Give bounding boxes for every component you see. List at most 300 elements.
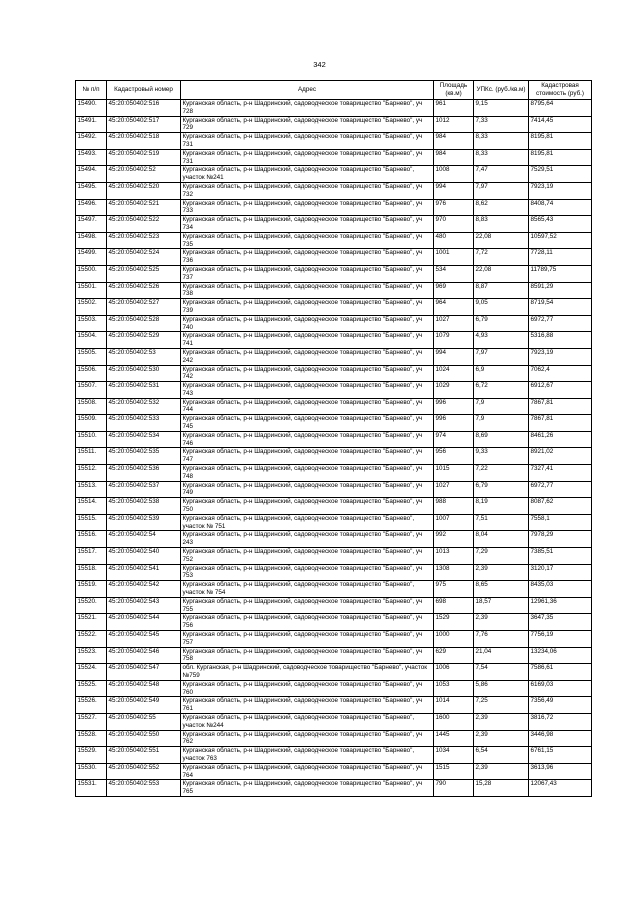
- cell-upks: 22,08: [474, 232, 529, 249]
- cell-num: 15503.: [76, 315, 107, 332]
- table-row: [76, 697, 592, 714]
- cell-area: 1445: [434, 730, 474, 747]
- cell-num: 15495.: [76, 182, 107, 199]
- table-row: [76, 647, 592, 664]
- cell-upks: 7,9: [474, 398, 529, 415]
- table-row: [76, 149, 592, 166]
- cell-cadastral: 45:20:050402:543: [107, 597, 181, 614]
- cell-cadastral: 45:20:050402:525: [107, 265, 181, 282]
- table-row: [76, 713, 592, 730]
- cell-num: 15497.: [76, 216, 107, 233]
- table-row: [76, 763, 592, 780]
- table-row: [76, 415, 592, 432]
- cell-upks: 6,79: [474, 315, 529, 332]
- table-row: [76, 116, 592, 133]
- cell-upks: 2,39: [474, 713, 529, 730]
- cell-num: 15492.: [76, 133, 107, 150]
- cell-address: Курганская область, р-н Шадринский, садоводческое товарищество "Барнево", уч 737: [181, 265, 434, 282]
- cell-num: 15515.: [76, 514, 107, 531]
- cell-upks: 6,9: [474, 365, 529, 382]
- cell-address: Курганская область, р-н Шадринский, садоводческое товарищество "Барнево", уч 736: [181, 249, 434, 266]
- cell-cadastral: 45:20:050402:526: [107, 282, 181, 299]
- cell-upks: 7,47: [474, 166, 529, 183]
- table-row: [76, 531, 592, 548]
- cell-cost: 8591,29: [529, 282, 592, 299]
- cell-address: Курганская область, р-н Шадринский, садоводческое товарищество "Барнево", уч 764: [181, 763, 434, 780]
- cell-cadastral: 45:20:050402:519: [107, 149, 181, 166]
- cell-area: 1006: [434, 664, 474, 681]
- cell-cost: 8921,02: [529, 448, 592, 465]
- header-cost: Кадастровая стоимость (руб.): [529, 81, 592, 100]
- cell-area: 1308: [434, 564, 474, 581]
- cell-cadastral: 45:20:050402:530: [107, 365, 181, 382]
- cell-area: 994: [434, 348, 474, 365]
- cell-upks: 8,33: [474, 133, 529, 150]
- cell-upks: 15,28: [474, 780, 529, 797]
- header-address: Адрес: [181, 81, 434, 100]
- cell-cost: 7385,51: [529, 548, 592, 565]
- table-header: [76, 81, 592, 100]
- cell-upks: 6,54: [474, 747, 529, 764]
- cell-area: 969: [434, 282, 474, 299]
- cell-cost: 10597,52: [529, 232, 592, 249]
- cell-address: Курганская область, р-н Шадринский, садоводческое товарищество "Барнево", уч 747: [181, 448, 434, 465]
- cell-upks: 2,39: [474, 763, 529, 780]
- cell-address: Курганская область, р-н Шадринский, садоводческое товарищество "Барнево", уч 738: [181, 282, 434, 299]
- cell-cadastral: 45:20:050402:527: [107, 299, 181, 316]
- table-row: [76, 166, 592, 183]
- cell-num: 15498.: [76, 232, 107, 249]
- cell-cost: 8195,81: [529, 133, 592, 150]
- cell-upks: 7,51: [474, 514, 529, 531]
- cell-cost: 3647,35: [529, 614, 592, 631]
- cell-cadastral: 45:20:050402:542: [107, 581, 181, 598]
- cell-upks: 5,86: [474, 680, 529, 697]
- cell-num: 15490.: [76, 100, 107, 117]
- cell-cadastral: 45:20:050402:549: [107, 697, 181, 714]
- cell-upks: 2,39: [474, 564, 529, 581]
- cell-cadastral: 45:20:050402:540: [107, 548, 181, 565]
- table-row: [76, 780, 592, 797]
- cell-cadastral: 45:20:050402:528: [107, 315, 181, 332]
- cell-cost: 12067,43: [529, 780, 592, 797]
- cell-area: 698: [434, 597, 474, 614]
- cell-address: Курганская область, р-н Шадринский, садоводческое товарищество "Барнево", уч 731: [181, 133, 434, 150]
- cell-area: 1014: [434, 697, 474, 714]
- cell-address: Курганская область, р-н Шадринский, садоводческое товарищество "Барнево", уч 734: [181, 216, 434, 233]
- cell-cost: 7923,19: [529, 348, 592, 365]
- cell-area: 964: [434, 299, 474, 316]
- cell-area: 975: [434, 581, 474, 598]
- page-number: 342: [313, 60, 326, 69]
- cell-address: Курганская область, р-н Шадринский, садоводческое товарищество "Барнево", уч 753: [181, 564, 434, 581]
- table-row: [76, 216, 592, 233]
- cell-address: Курганская область, р-н Шадринский, садоводческое товарищество "Барнево", уч 743: [181, 382, 434, 399]
- cell-address: Курганская область, р-н Шадринский, садоводческое товарищество "Барнево", уч 758: [181, 647, 434, 664]
- cell-cadastral: 45:20:050402:538: [107, 498, 181, 515]
- table-row: [76, 315, 592, 332]
- cell-area: 1015: [434, 465, 474, 482]
- cell-area: 988: [434, 498, 474, 515]
- cell-upks: 2,39: [474, 614, 529, 631]
- cell-cost: 7327,41: [529, 465, 592, 482]
- cell-upks: 6,79: [474, 481, 529, 498]
- cell-cadastral: 45:20:050402:550: [107, 730, 181, 747]
- table-body: [76, 100, 592, 797]
- cell-area: 790: [434, 780, 474, 797]
- cell-cost: 7529,51: [529, 166, 592, 183]
- cell-address: обл. Курганская, р-н Шадринский, садоводческое товарищество "Барнево", участок №759: [181, 664, 434, 681]
- cell-area: 996: [434, 398, 474, 415]
- cell-cadastral: 45:20:050402:553: [107, 780, 181, 797]
- cell-num: 15525.: [76, 680, 107, 697]
- cell-upks: 7,33: [474, 116, 529, 133]
- cell-address: Курганская область, р-н Шадринский, садоводческое товарищество "Барнево", уч 749: [181, 481, 434, 498]
- header-area: Площадь (кв.м): [434, 81, 474, 100]
- cell-cost: 6912,67: [529, 382, 592, 399]
- table-row: [76, 680, 592, 697]
- header-num: № п/п: [76, 81, 107, 100]
- header-row: [76, 81, 592, 100]
- cell-num: 15517.: [76, 548, 107, 565]
- cell-upks: 8,69: [474, 431, 529, 448]
- cell-cost: 3816,72: [529, 713, 592, 730]
- cell-area: 970: [434, 216, 474, 233]
- table-row: [76, 348, 592, 365]
- cell-num: 15521.: [76, 614, 107, 631]
- cell-upks: 8,62: [474, 199, 529, 216]
- cell-upks: 2,39: [474, 730, 529, 747]
- cell-address: Курганская область, р-н Шадринский, садоводческое товарищество "Барнево", уч 733: [181, 199, 434, 216]
- table-row: [76, 597, 592, 614]
- table-row: [76, 265, 592, 282]
- cell-address: Курганская область, р-н Шадринский, садоводческое товарищество "Барнево", уч 745: [181, 415, 434, 432]
- cell-address: Курганская область, р-н Шадринский, садоводческое товарищество "Барнево", уч 732: [181, 182, 434, 199]
- table-row: [76, 382, 592, 399]
- cell-cost: 8461,26: [529, 431, 592, 448]
- cell-cadastral: 45:20:050402:532: [107, 398, 181, 415]
- cell-address: Курганская область, р-н Шадринский, садоводческое товарищество "Барнево", уч 744: [181, 398, 434, 415]
- table-row: [76, 249, 592, 266]
- cell-area: 1053: [434, 680, 474, 697]
- cell-cost: 7586,61: [529, 664, 592, 681]
- cell-num: 15505.: [76, 348, 107, 365]
- cell-num: 15513.: [76, 481, 107, 498]
- cell-num: 15494.: [76, 166, 107, 183]
- cell-upks: 9,33: [474, 448, 529, 465]
- cell-address: Курганская область, р-н Шадринский, садоводческое товарищество "Барнево", уч 729: [181, 116, 434, 133]
- cell-num: 15516.: [76, 531, 107, 548]
- cell-address: Курганская область, р-н Шадринский, садоводческое товарищество "Барнево", уч 748: [181, 465, 434, 482]
- cell-cadastral: 45:20:050402:552: [107, 763, 181, 780]
- cell-address: Курганская область, р-н Шадринский, садоводческое товарищество "Барнево", уч 760: [181, 680, 434, 697]
- cell-address: Курганская область, р-н Шадринский, садоводческое товарищество "Барнево", уч 740: [181, 315, 434, 332]
- cell-cost: 7923,19: [529, 182, 592, 199]
- cell-address: Курганская область, р-н Шадринский, садоводческое товарищество "Барнево", участок № 754: [181, 581, 434, 598]
- cell-area: 480: [434, 232, 474, 249]
- cell-area: 956: [434, 448, 474, 465]
- cell-num: 15518.: [76, 564, 107, 581]
- cell-cadastral: 45:20:050402:529: [107, 332, 181, 349]
- cell-area: 984: [434, 149, 474, 166]
- cell-area: 1024: [434, 365, 474, 382]
- cell-cadastral: 45:20:050402:548: [107, 680, 181, 697]
- cell-cadastral: 45:20:050402:516: [107, 100, 181, 117]
- cell-num: 15527.: [76, 713, 107, 730]
- header-cadastral: Кадастровый номер: [107, 81, 181, 100]
- cell-upks: 7,25: [474, 697, 529, 714]
- cell-cost: 7867,81: [529, 398, 592, 415]
- cell-num: 15508.: [76, 398, 107, 415]
- table-row: [76, 548, 592, 565]
- cell-upks: 8,65: [474, 581, 529, 598]
- cell-cost: 11789,75: [529, 265, 592, 282]
- cell-address: Курганская область, р-н Шадринский, садоводческое товарищество "Барнево", уч 728: [181, 100, 434, 117]
- cell-address: Курганская область, р-н Шадринский, садоводческое товарищество "Барнево", уч 739: [181, 299, 434, 316]
- cell-num: 15531.: [76, 780, 107, 797]
- cell-cost: 7728,11: [529, 249, 592, 266]
- cell-num: 15530.: [76, 763, 107, 780]
- cell-area: 1001: [434, 249, 474, 266]
- table-row: [76, 564, 592, 581]
- cell-cost: 6972,77: [529, 315, 592, 332]
- cell-cadastral: 45:20:050402:55: [107, 713, 181, 730]
- cell-num: 15514.: [76, 498, 107, 515]
- cell-cadastral: 45:20:050402:518: [107, 133, 181, 150]
- cell-area: 1007: [434, 514, 474, 531]
- cell-upks: 6,72: [474, 382, 529, 399]
- cell-area: 1000: [434, 631, 474, 648]
- cell-cadastral: 45:20:050402:521: [107, 199, 181, 216]
- table-row: [76, 100, 592, 117]
- table-row: [76, 199, 592, 216]
- cell-address: Курганская область, р-н Шадринский, садоводческое товарищество "Барнево", уч 765: [181, 780, 434, 797]
- cell-address: Курганская область, р-н Шадринский, садоводческое товарищество "Барнево", уч 761: [181, 697, 434, 714]
- table-row: [76, 232, 592, 249]
- cell-num: 15500.: [76, 265, 107, 282]
- cell-cadastral: 45:20:050402:536: [107, 465, 181, 482]
- cell-upks: 21,04: [474, 647, 529, 664]
- cell-cadastral: 45:20:050402:537: [107, 481, 181, 498]
- cell-cost: 6761,15: [529, 747, 592, 764]
- table-row: [76, 365, 592, 382]
- table-row: [76, 664, 592, 681]
- cell-num: 15512.: [76, 465, 107, 482]
- cell-cadastral: 45:20:050402:54: [107, 531, 181, 548]
- cell-area: 992: [434, 531, 474, 548]
- cell-cost: 7756,19: [529, 631, 592, 648]
- cell-cost: 3446,98: [529, 730, 592, 747]
- cell-upks: 7,9: [474, 415, 529, 432]
- cell-num: 15491.: [76, 116, 107, 133]
- table-row: [76, 448, 592, 465]
- cell-address: Курганская область, р-н Шадринский, садоводческое товарищество "Барнево", уч 731: [181, 149, 434, 166]
- cell-cadastral: 45:20:050402:531: [107, 382, 181, 399]
- cell-area: 1008: [434, 166, 474, 183]
- cell-cadastral: 45:20:050402:533: [107, 415, 181, 432]
- cell-area: 1600: [434, 713, 474, 730]
- cell-cadastral: 45:20:050402:523: [107, 232, 181, 249]
- cell-cost: 7867,81: [529, 415, 592, 432]
- table-row: [76, 730, 592, 747]
- cell-cadastral: 45:20:050402:520: [107, 182, 181, 199]
- cell-cadastral: 45:20:050402:551: [107, 747, 181, 764]
- cell-cost: 5316,88: [529, 332, 592, 349]
- cell-cost: 8435,03: [529, 581, 592, 598]
- table-row: [76, 747, 592, 764]
- cell-area: 1027: [434, 315, 474, 332]
- cell-cadastral: 45:20:050402:546: [107, 647, 181, 664]
- cell-address: Курганская область, р-н Шадринский, садоводческое товарищество "Барнево", участок №244: [181, 713, 434, 730]
- table-row: [76, 398, 592, 415]
- table-row: [76, 581, 592, 598]
- cell-upks: 4,93: [474, 332, 529, 349]
- cell-num: 15519.: [76, 581, 107, 598]
- cell-cost: 8795,64: [529, 100, 592, 117]
- cell-upks: 7,97: [474, 348, 529, 365]
- cell-address: Курганская область, р-н Шадринский, садоводческое товарищество "Барнево", уч 757: [181, 631, 434, 648]
- cell-cadastral: 45:20:050402:52: [107, 166, 181, 183]
- cell-area: 976: [434, 199, 474, 216]
- header-upks: УПКс. (руб./кв.м): [474, 81, 529, 100]
- cell-cost: 6169,03: [529, 680, 592, 697]
- cell-cadastral: 45:20:050402:541: [107, 564, 181, 581]
- cell-num: 15528.: [76, 730, 107, 747]
- cell-num: 15507.: [76, 382, 107, 399]
- table-row: [76, 282, 592, 299]
- cell-area: 1529: [434, 614, 474, 631]
- cell-upks: 22,08: [474, 265, 529, 282]
- table-row: [76, 465, 592, 482]
- cell-address: Курганская область, р-н Шадринский, садоводческое товарищество "Барнево", уч 243: [181, 531, 434, 548]
- table-row: [76, 631, 592, 648]
- cell-address: Курганская область, р-н Шадринский, садоводческое товарищество "Барнево", участок №241: [181, 166, 434, 183]
- cell-address: Курганская область, р-н Шадринский, садоводческое товарищество "Барнево", уч 746: [181, 431, 434, 448]
- cell-num: 15493.: [76, 149, 107, 166]
- cell-cadastral: 45:20:050402:544: [107, 614, 181, 631]
- cell-cadastral: 45:20:050402:534: [107, 431, 181, 448]
- cell-area: 1029: [434, 382, 474, 399]
- cell-area: 534: [434, 265, 474, 282]
- cell-upks: 7,22: [474, 465, 529, 482]
- cell-address: Курганская область, р-н Шадринский, садоводческое товарищество "Барнево", уч 752: [181, 548, 434, 565]
- cell-num: 15523.: [76, 647, 107, 664]
- table-row: [76, 332, 592, 349]
- cell-cost: 12961,36: [529, 597, 592, 614]
- cell-area: 1013: [434, 548, 474, 565]
- cell-upks: 18,57: [474, 597, 529, 614]
- cell-num: 15522.: [76, 631, 107, 648]
- cell-num: 15524.: [76, 664, 107, 681]
- cell-cadastral: 45:20:050402:535: [107, 448, 181, 465]
- cell-area: 1012: [434, 116, 474, 133]
- cell-num: 15520.: [76, 597, 107, 614]
- cell-cadastral: 45:20:050402:545: [107, 631, 181, 648]
- cell-address: Курганская область, р-н Шадринский, садоводческое товарищество "Барнево", участок № 751: [181, 514, 434, 531]
- table-row: [76, 498, 592, 515]
- cell-num: 15506.: [76, 365, 107, 382]
- cell-cost: 7414,45: [529, 116, 592, 133]
- cell-cadastral: 45:20:050402:524: [107, 249, 181, 266]
- table-row: [76, 481, 592, 498]
- cell-area: 1034: [434, 747, 474, 764]
- cell-cost: 7558,1: [529, 514, 592, 531]
- cell-cost: 8408,74: [529, 199, 592, 216]
- cell-area: 1515: [434, 763, 474, 780]
- cell-cost: 7062,4: [529, 365, 592, 382]
- cell-cost: 6972,77: [529, 481, 592, 498]
- cell-area: 1079: [434, 332, 474, 349]
- cell-num: 15526.: [76, 697, 107, 714]
- cell-upks: 7,97: [474, 182, 529, 199]
- cell-area: 1027: [434, 481, 474, 498]
- cell-num: 15510.: [76, 431, 107, 448]
- cell-upks: 8,87: [474, 282, 529, 299]
- cell-cadastral: 45:20:050402:517: [107, 116, 181, 133]
- cell-address: Курганская область, р-н Шадринский, садоводческое товарищество "Барнево", уч 735: [181, 232, 434, 249]
- cell-address: Курганская область, р-н Шадринский, садоводческое товарищество "Барнево", уч 750: [181, 498, 434, 515]
- cell-address: Курганская область, р-н Шадринский, садоводческое товарищество "Барнево", уч 762: [181, 730, 434, 747]
- cell-cost: 8195,81: [529, 149, 592, 166]
- cell-area: 629: [434, 647, 474, 664]
- cell-cost: 8719,54: [529, 299, 592, 316]
- table-row: [76, 299, 592, 316]
- cell-cadastral: 45:20:050402:539: [107, 514, 181, 531]
- cell-address: Курганская область, р-н Шадринский, садоводческое товарищество "Барнево", уч 742: [181, 365, 434, 382]
- cell-num: 15499.: [76, 249, 107, 266]
- cell-cadastral: 45:20:050402:53: [107, 348, 181, 365]
- cell-upks: 7,72: [474, 249, 529, 266]
- cell-area: 961: [434, 100, 474, 117]
- cell-upks: 7,29: [474, 548, 529, 565]
- cell-cost: 3613,96: [529, 763, 592, 780]
- cell-num: 15496.: [76, 199, 107, 216]
- cell-upks: 9,15: [474, 100, 529, 117]
- cell-num: 15529.: [76, 747, 107, 764]
- cell-num: 15504.: [76, 332, 107, 349]
- cell-upks: 8,83: [474, 216, 529, 233]
- cell-cadastral: 45:20:050402:522: [107, 216, 181, 233]
- cadastral-table: [75, 80, 592, 797]
- cell-upks: 8,04: [474, 531, 529, 548]
- cell-cadastral: 45:20:050402:547: [107, 664, 181, 681]
- table-row: [76, 431, 592, 448]
- cell-num: 15511.: [76, 448, 107, 465]
- cell-upks: 7,76: [474, 631, 529, 648]
- cell-area: 996: [434, 415, 474, 432]
- cell-address: Курганская область, р-н Шадринский, садоводческое товарищество "Барнево", уч 755: [181, 597, 434, 614]
- cell-cost: 8565,43: [529, 216, 592, 233]
- table-row: [76, 514, 592, 531]
- cell-area: 974: [434, 431, 474, 448]
- cell-upks: 7,54: [474, 664, 529, 681]
- cell-upks: 9,05: [474, 299, 529, 316]
- cell-area: 984: [434, 133, 474, 150]
- cell-upks: 8,33: [474, 149, 529, 166]
- table-row: [76, 614, 592, 631]
- cell-address: Курганская область, р-н Шадринский, садоводческое товарищество "Барнево", уч 756: [181, 614, 434, 631]
- cell-num: 15501.: [76, 282, 107, 299]
- cell-cost: 7356,49: [529, 697, 592, 714]
- cell-num: 15502.: [76, 299, 107, 316]
- cell-address: Курганская область, р-н Шадринский, садоводческое товарищество "Барнево", участок 763: [181, 747, 434, 764]
- cell-address: Курганская область, р-н Шадринский, садоводческое товарищество "Барнево", уч 242: [181, 348, 434, 365]
- table-row: [76, 133, 592, 150]
- cell-cost: 13234,06: [529, 647, 592, 664]
- cell-cost: 3120,17: [529, 564, 592, 581]
- cell-cost: 7978,29: [529, 531, 592, 548]
- cell-cost: 8087,62: [529, 498, 592, 515]
